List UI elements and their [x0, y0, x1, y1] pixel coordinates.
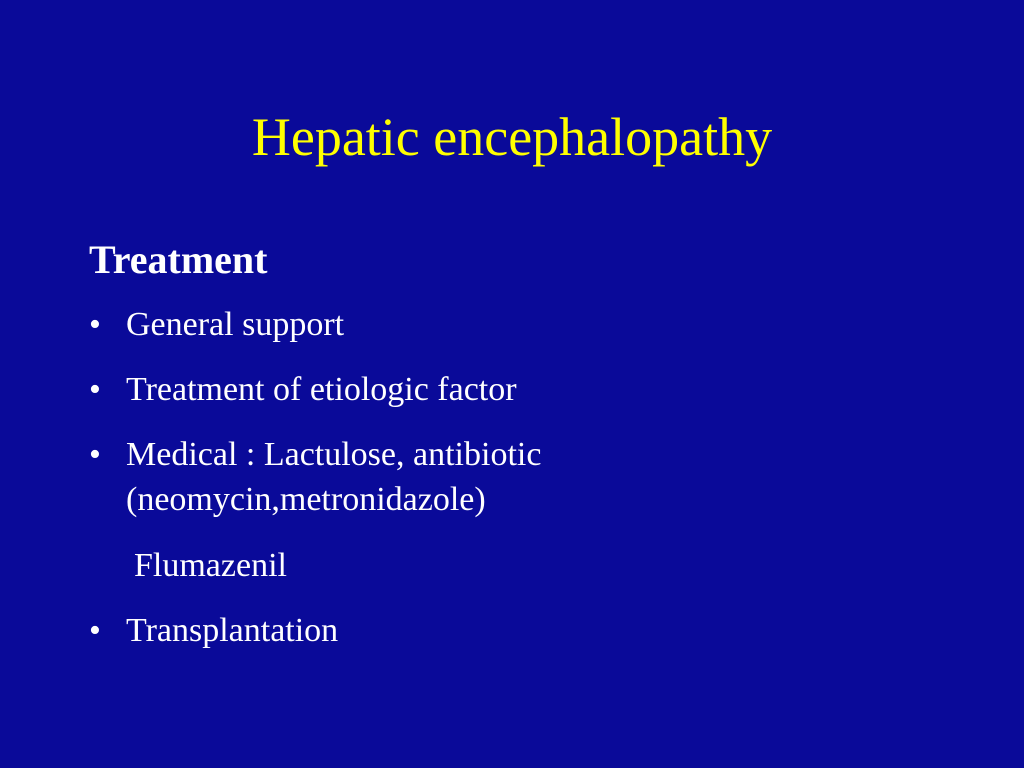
bullet-icon: •: [89, 436, 101, 473]
bullet-text: Transplantation: [126, 612, 339, 649]
bullet-icon: •: [89, 306, 101, 343]
sub-item-text: Flumazenil: [134, 547, 287, 584]
slide-body: [89, 234, 969, 653]
bullet-text: General support: [126, 306, 345, 343]
bullet-icon: •: [89, 371, 101, 408]
bullet-text-continuation: (neomycin,metronidazole): [126, 481, 486, 518]
slide-title: Hepatic encephalopathy: [251, 107, 773, 167]
sub-item: [89, 543, 969, 588]
bullet-text: Treatment of etiologic factor: [126, 371, 517, 408]
bullet-item: [89, 608, 969, 653]
bullet-item: [89, 302, 969, 347]
section-heading: Treatment: [89, 237, 268, 282]
bullet-item: [89, 367, 969, 412]
bullet-text: Medical : Lactulose, antibiotic: [126, 436, 542, 473]
bullet-item: [89, 432, 969, 522]
bullet-icon: •: [89, 612, 101, 649]
